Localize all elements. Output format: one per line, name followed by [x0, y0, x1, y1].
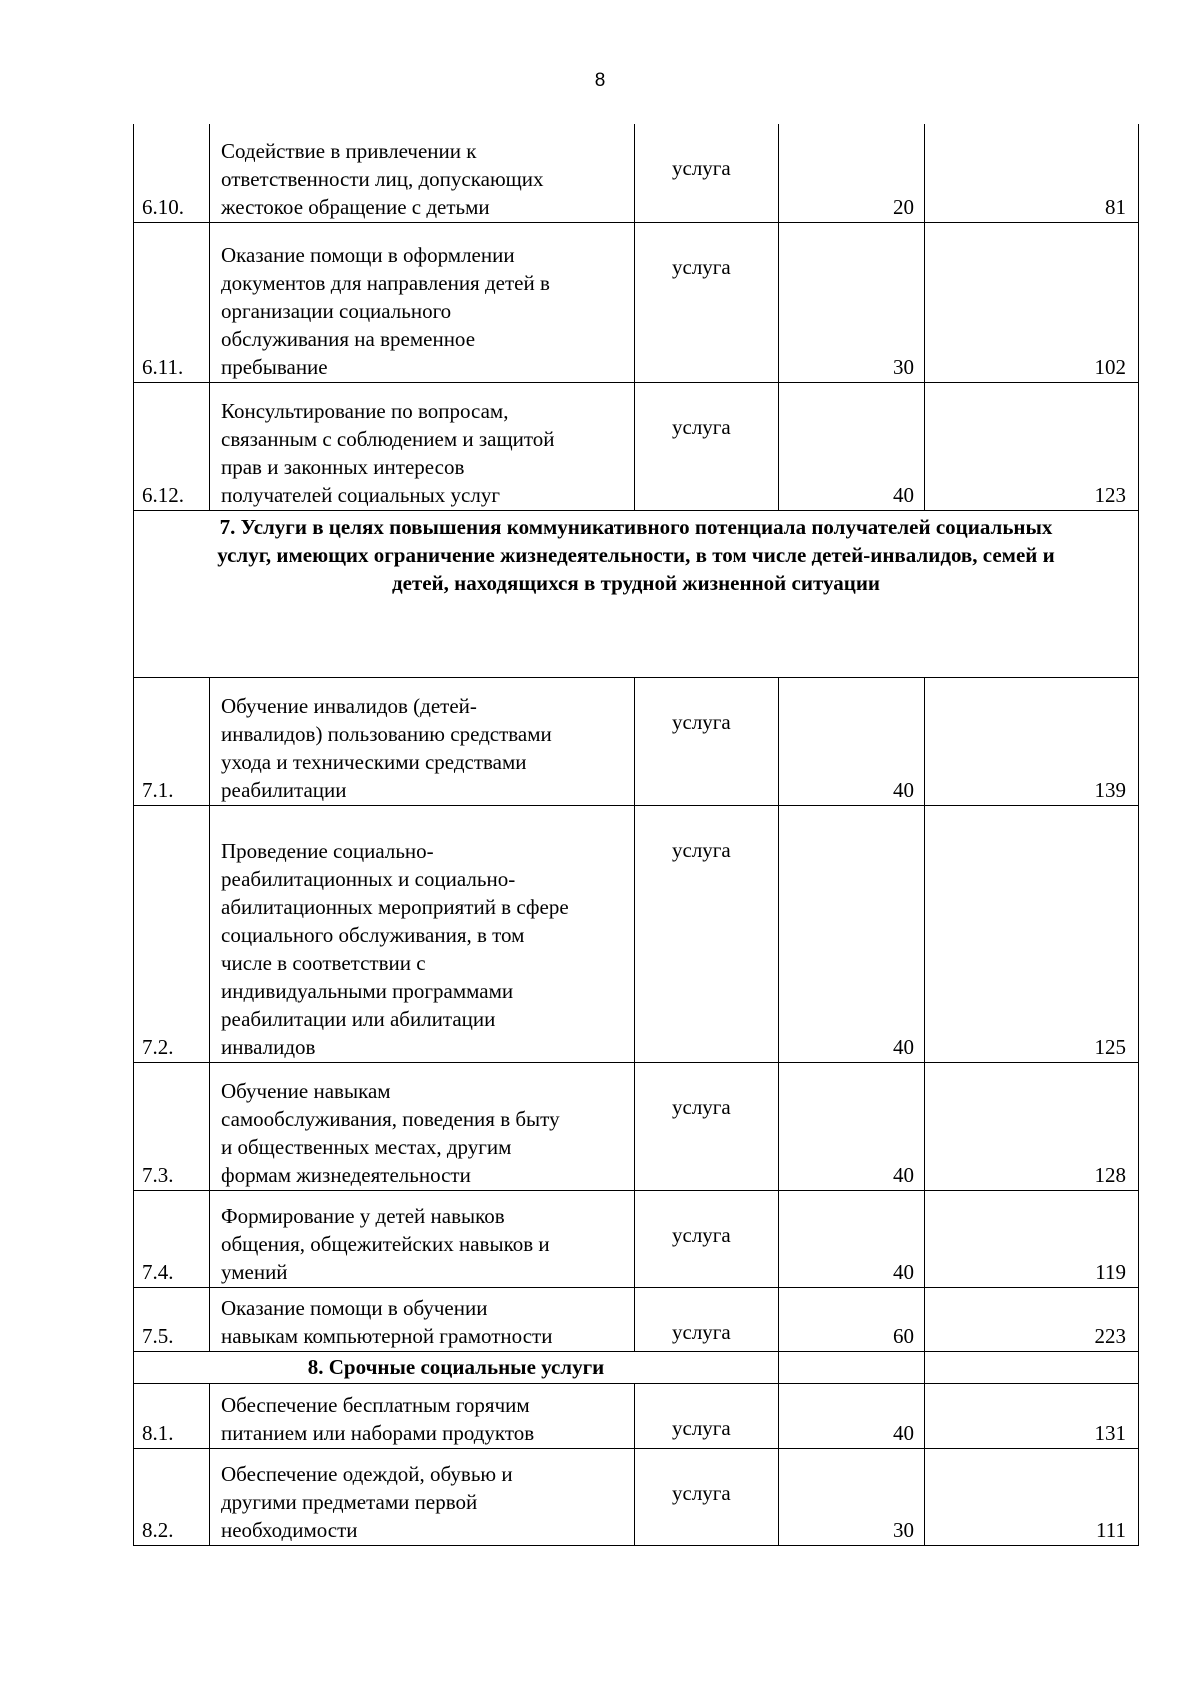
- service-name-line: реабилитации или абилитации: [221, 1006, 496, 1031]
- value-column-2: 81: [925, 124, 1139, 222]
- table-row: [134, 677, 1139, 805]
- table-row: [134, 382, 1139, 510]
- unit-of-measure: услуга: [635, 382, 779, 510]
- service-name-line: Оказание помощи в обучении: [221, 1295, 488, 1320]
- page-number: 8: [594, 70, 606, 91]
- empty-cell: [779, 1351, 925, 1383]
- table-row: [134, 1190, 1139, 1287]
- service-name-line: Консультирование по вопросам,: [221, 398, 509, 423]
- empty-cell: [925, 1351, 1139, 1383]
- value-column-1: 40: [779, 677, 925, 805]
- table-row: [134, 124, 1139, 222]
- section-7-title-line: детей, находящихся в трудной жизненной ситуации: [391, 570, 881, 595]
- service-name-line: Обучение навыкам: [221, 1078, 391, 1103]
- item-number: 7.2.: [134, 805, 210, 1062]
- value-column-1: 30: [779, 1448, 925, 1545]
- section8-block: [134, 1351, 1139, 1383]
- service-name: [210, 805, 635, 1062]
- value-column-1: 40: [779, 1190, 925, 1287]
- value-column-1: 60: [779, 1287, 925, 1351]
- value-column-2: 123: [925, 382, 1139, 510]
- service-name-line: жестокое обращение с детьми: [221, 194, 490, 219]
- value-column-2: 128: [925, 1062, 1139, 1190]
- section-header-row: [134, 510, 1139, 677]
- service-name-line: Оказание помощи в оформлении: [221, 242, 515, 267]
- section-8-header: 8. Срочные социальные услуги: [134, 1351, 779, 1383]
- item-number: 7.4.: [134, 1190, 210, 1287]
- service-name-line: питанием или наборами продуктов: [221, 1420, 535, 1445]
- value-column-1: 20: [779, 124, 925, 222]
- value-column-2: 139: [925, 677, 1139, 805]
- unit-of-measure: услуга: [635, 677, 779, 805]
- item-number: 8.2.: [134, 1448, 210, 1545]
- service-name: [210, 124, 635, 222]
- item-number: 7.5.: [134, 1287, 210, 1351]
- unit-of-measure: услуга: [635, 1448, 779, 1545]
- value-column-1: 40: [779, 805, 925, 1062]
- table-row: [134, 1062, 1139, 1190]
- service-name-line: ухода и техническими средствами: [221, 749, 527, 774]
- value-column-1: 30: [779, 222, 925, 382]
- value-column-1: 40: [779, 1383, 925, 1448]
- service-name: [210, 382, 635, 510]
- service-name-line: формам жизнедеятельности: [221, 1162, 471, 1187]
- table-row: [134, 805, 1139, 1062]
- service-name-line: получателей социальных услуг: [221, 482, 500, 507]
- item-number: 6.12.: [134, 382, 210, 510]
- service-name-line: документов для направления детей в: [221, 270, 550, 295]
- table-row: [134, 1448, 1139, 1545]
- service-name-line: ответственности лиц, допускающих: [221, 166, 544, 191]
- value-column-2: 111: [925, 1448, 1139, 1545]
- service-name-line: индивидуальными программами: [221, 978, 514, 1003]
- service-name-line: умений: [221, 1259, 288, 1284]
- service-name-line: Обеспечение одеждой, обувью и: [221, 1461, 513, 1486]
- service-name-line: реабилитационных и социально-: [221, 866, 516, 891]
- item-number: 6.10.: [134, 124, 210, 222]
- service-name-line: прав и законных интересов: [221, 454, 465, 479]
- service-name-line: связанным с соблюдением и защитой: [221, 426, 555, 451]
- value-column-2: 119: [925, 1190, 1139, 1287]
- unit-of-measure: услуга: [635, 1190, 779, 1287]
- value-column-2: 102: [925, 222, 1139, 382]
- item-number: 6.11.: [134, 222, 210, 382]
- item-number: 7.1.: [134, 677, 210, 805]
- service-name-line: Содействие в привлечении к: [221, 138, 477, 163]
- item-number: 7.3.: [134, 1062, 210, 1190]
- service-name-line: навыкам компьютерной грамотности: [221, 1323, 553, 1348]
- section7-block: [134, 510, 1139, 677]
- unit-of-measure: услуга: [635, 1062, 779, 1190]
- service-name-line: обслуживания на временное: [221, 326, 476, 351]
- unit-of-measure: услуга: [635, 1383, 779, 1448]
- service-name-line: общения, общежитейских навыков и: [221, 1231, 550, 1256]
- service-name-line: Формирование у детей навыков: [221, 1203, 505, 1228]
- service-name-line: инвалидов) пользованию средствами: [221, 721, 552, 746]
- unit-of-measure: услуга: [635, 1287, 779, 1351]
- service-name: [210, 1190, 635, 1287]
- service-name-line: Обучение инвалидов (детей-: [221, 693, 477, 718]
- service-name-line: Проведение социально-: [221, 838, 434, 863]
- table-row: [134, 1287, 1139, 1351]
- value-column-2: 125: [925, 805, 1139, 1062]
- item-number: 8.1.: [134, 1383, 210, 1448]
- service-name-line: организации социального: [221, 298, 452, 323]
- service-name-line: и общественных местах, другим: [221, 1134, 512, 1159]
- service-name-line: абилитационных мероприятий в сфере: [221, 894, 569, 919]
- service-name-line: необходимости: [221, 1517, 358, 1542]
- service-name: [210, 1448, 635, 1545]
- value-column-2: 223: [925, 1287, 1139, 1351]
- rows-section8: [134, 1383, 1139, 1545]
- rows-section7: [134, 677, 1139, 1351]
- service-name-line: самообслуживания, поведения в быту: [221, 1106, 560, 1131]
- service-name: [210, 1287, 635, 1351]
- rows-section6: [134, 124, 1139, 510]
- section-7-title-line: 7. Услуги в целях повышения коммуникативного потенциала получателей социальных: [219, 514, 1053, 539]
- value-column-2: 131: [925, 1383, 1139, 1448]
- service-name: [210, 677, 635, 805]
- service-name-line: числе в соответствии с: [221, 950, 426, 975]
- service-name: [210, 1062, 635, 1190]
- section-7-header: [134, 510, 1139, 677]
- value-column-1: 40: [779, 382, 925, 510]
- unit-of-measure: услуга: [635, 124, 779, 222]
- services-table: [133, 124, 1139, 1546]
- service-name-line: социального обслуживания, в том: [221, 922, 525, 947]
- service-name-line: Обеспечение бесплатным горячим: [221, 1392, 530, 1417]
- table-row: [134, 222, 1139, 382]
- section-header-row: [134, 1351, 1139, 1383]
- section-7-title-line: услуг, имеющих ограничение жизнедеятельности, в том числе детей-инвалидов, семей и: [217, 542, 1055, 567]
- service-name-line: реабилитации: [221, 777, 347, 802]
- table-row: [134, 1383, 1139, 1448]
- service-name: [210, 1383, 635, 1448]
- unit-of-measure: услуга: [635, 805, 779, 1062]
- service-name-line: пребывание: [221, 354, 328, 379]
- unit-of-measure: услуга: [635, 222, 779, 382]
- service-name-line: инвалидов: [221, 1034, 316, 1059]
- service-name: [210, 222, 635, 382]
- service-name-line: другими предметами первой: [221, 1489, 478, 1514]
- value-column-1: 40: [779, 1062, 925, 1190]
